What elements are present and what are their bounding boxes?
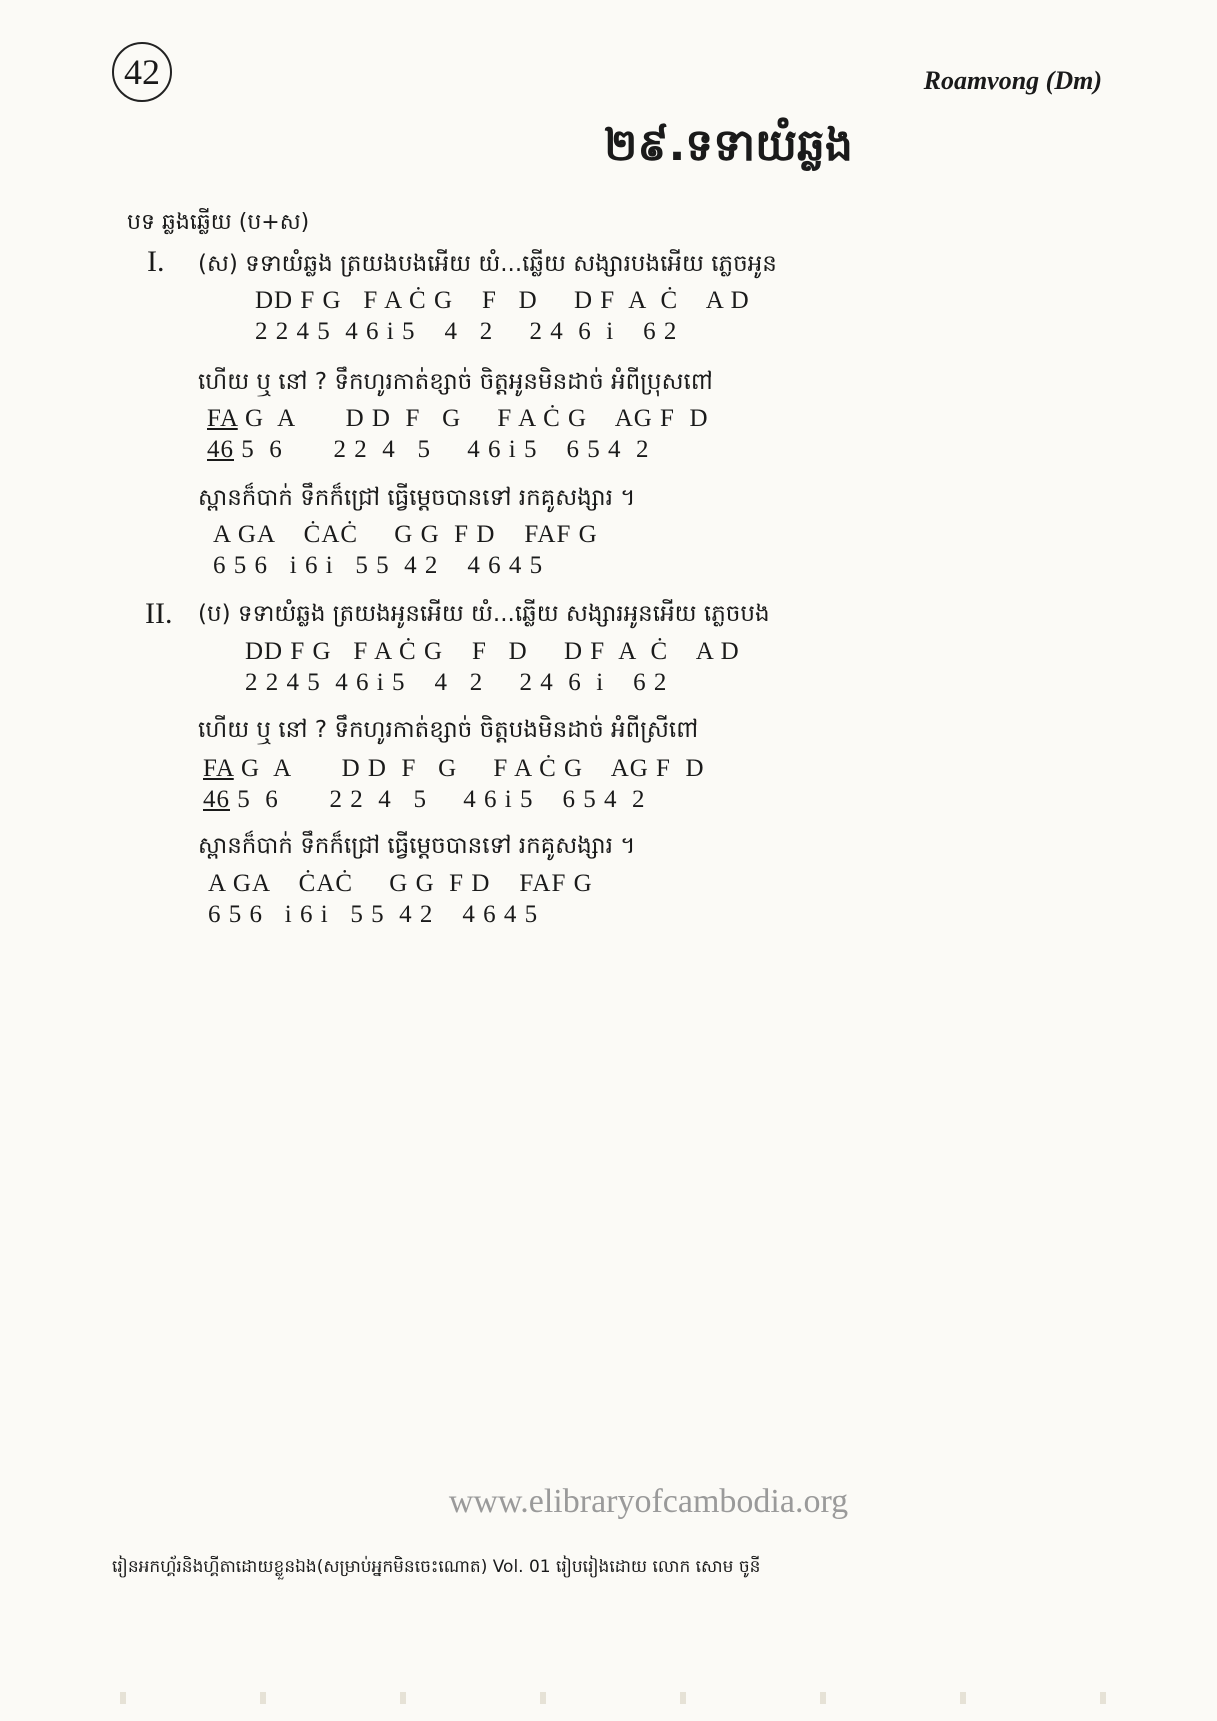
lyric-line: (ស) ទទាយំឆ្លង ត្រយងបងអើយ យំ...ឆ្លើយ សង្សារបងអើយ ភ្លេចអូន <box>198 251 777 277</box>
song-title: ២៩.ទទាយំឆ្លង <box>604 120 853 171</box>
underlined-numbers: 46 <box>203 786 230 813</box>
footer-text: រៀនអកហ្គ័រនិងហ្គីតាដោយខ្លួនឯង(សម្រាប់អ្នកមិនចេះណោត) Vol. 01 រៀបរៀងដោយ លោក សោម ចូនី <box>112 1557 761 1577</box>
note-letters: DD F G F A Ċ G F D D F A Ċ A D <box>255 287 750 314</box>
note-numbers <box>207 436 649 464</box>
note-numbers: 2 2 4 5 4 6 i 5 4 2 2 4 6 i 6 2 <box>245 669 668 696</box>
lyric-line: (ប) ទទាយំឆ្លង ត្រយងអូនអើយ យំ...ឆ្លើយ សង្សារអូនអើយ ភ្លេចបង <box>198 601 770 627</box>
verse-numeral: I. <box>147 245 165 278</box>
note-letters: DD F G F A Ċ G F D D F A Ċ A D <box>245 638 740 665</box>
underlined-numbers: 46 <box>207 436 234 463</box>
page-number <box>112 42 172 102</box>
page-edge-speckle <box>0 1692 1217 1704</box>
notes-rest: G A D D F G F A Ċ G AG F D <box>233 755 705 782</box>
note-letters: A GA ĊAĊ G G F D FAF G <box>213 521 598 548</box>
numbers-rest: 5 6 2 2 4 5 4 6 i 5 6 5 4 2 <box>230 786 646 813</box>
numbers-rest: 5 6 2 2 4 5 4 6 i 5 6 5 4 2 <box>234 436 650 463</box>
note-numbers <box>203 786 645 814</box>
lyric-line: ហើយ ឬ នៅ ? ទឹកហូរកាត់ខ្សាច់ ចិត្តបងមិនដាច់ អំពីស្រីពៅ <box>198 717 699 743</box>
verse-numeral: II. <box>145 597 173 630</box>
watermark: www.elibraryofcambodia.org <box>448 1483 849 1520</box>
underlined-notes: FA <box>207 405 238 432</box>
lyric-line: ស្ពានក៏បាក់ ទឹកក៏ជ្រៅ ធ្វើម្ដេចបានទៅ រកគូសង្សារ ។ <box>198 833 636 859</box>
page-number-text: 42 <box>124 52 160 92</box>
notes-rest: G A D D F G F A Ċ G AG F D <box>237 405 709 432</box>
lyric-line: ស្ពានក៏បាក់ ទឹកក៏ជ្រៅ ធ្វើម្ដេចបានទៅ រកគូសង្សារ ។ <box>198 485 636 511</box>
lyric-line: ហើយ ឬ នៅ ? ទឹកហូរកាត់ខ្សាច់ ចិត្តអូនមិនដាច់ អំពីប្រុសពៅ <box>198 369 713 395</box>
note-numbers: 6 5 6 i 6 i 5 5 4 2 4 6 4 5 <box>213 552 544 579</box>
note-numbers: 2 2 4 5 4 6 i 5 4 2 2 4 6 i 6 2 <box>255 318 678 345</box>
note-letters <box>203 755 705 783</box>
note-letters: A GA ĊAĊ G G F D FAF G <box>208 870 593 897</box>
song-subtitle: បទ ឆ្លងឆ្លើយ (ប+ស) <box>127 210 310 235</box>
header-style-label: Roamvong (Dm) <box>923 66 1102 95</box>
note-numbers: 6 5 6 i 6 i 5 5 4 2 4 6 4 5 <box>208 901 539 928</box>
note-letters <box>207 405 709 433</box>
underlined-notes: FA <box>203 755 234 782</box>
